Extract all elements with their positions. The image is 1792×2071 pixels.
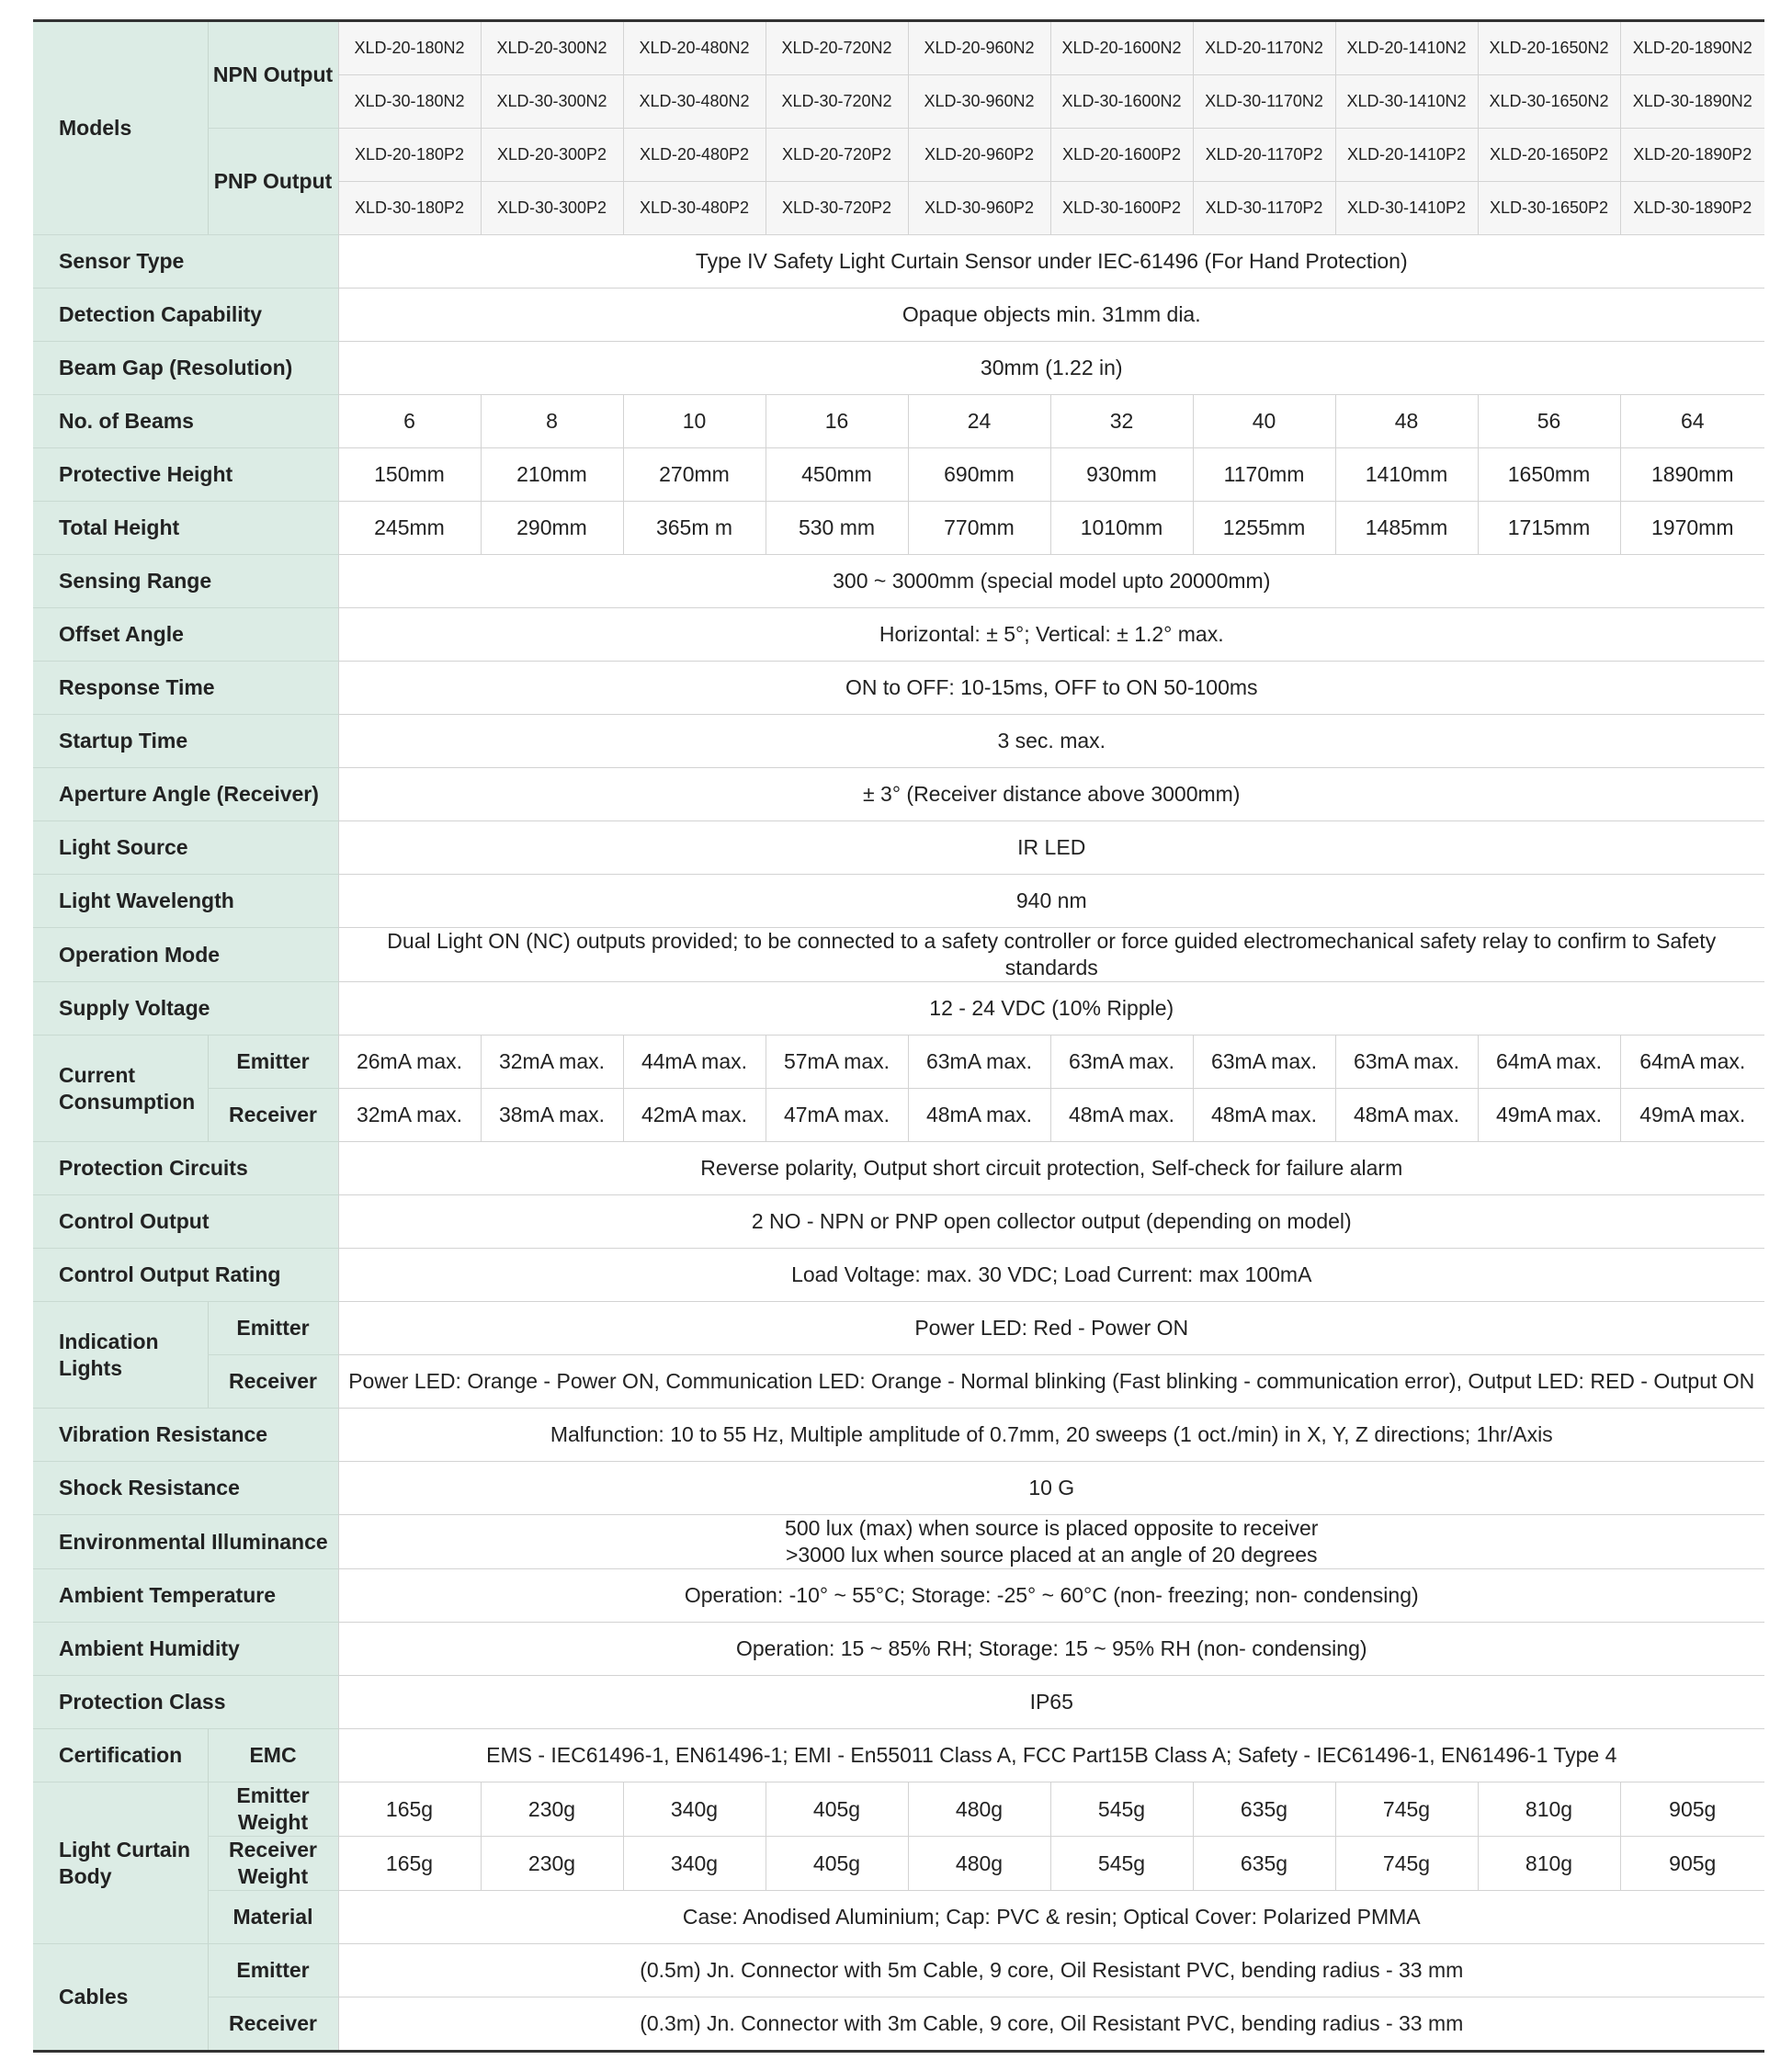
receiver-weight-cell: 905g	[1620, 1837, 1764, 1891]
value-offset-angle: Horizontal: ± 5°; Vertical: ± 1.2° max.	[338, 608, 1764, 662]
protective-height-cell: 1170mm	[1193, 448, 1335, 502]
row-models-pnp-20	[33, 129, 1764, 182]
current-receiver-cell: 32mA max.	[338, 1089, 481, 1142]
model-cell: XLD-20-720P2	[766, 129, 908, 182]
beams-cell: 64	[1620, 395, 1764, 448]
total-height-cell: 1485mm	[1335, 502, 1478, 555]
spec-table	[33, 19, 1764, 2053]
current-emitter-cell: 64mA max.	[1478, 1036, 1620, 1089]
current-receiver-cell: 47mA max.	[766, 1089, 908, 1142]
illuminance-line-1: 500 lux (max) when source is placed opposite to receiver	[785, 1516, 1319, 1540]
row-protective-height	[33, 448, 1764, 502]
protective-height-cell: 210mm	[481, 448, 623, 502]
emitter-weight-cell: 405g	[766, 1782, 908, 1837]
label-response-time: Response Time	[33, 662, 338, 715]
row-protection-circuits	[33, 1142, 1764, 1195]
label-protection-circuits: Protection Circuits	[33, 1142, 338, 1195]
emitter-weight-cell: 545g	[1050, 1782, 1193, 1837]
label-cable-emitter: Emitter	[208, 1944, 338, 1997]
current-receiver-cell: 48mA max.	[908, 1089, 1050, 1142]
emitter-weight-cell: 165g	[338, 1782, 481, 1837]
model-cell: XLD-20-180N2	[338, 21, 481, 75]
label-indication-receiver: Receiver	[208, 1355, 338, 1409]
model-cell: XLD-30-1410N2	[1335, 75, 1478, 129]
model-cell: XLD-30-720N2	[766, 75, 908, 129]
row-cable-emitter	[33, 1944, 1764, 1997]
beams-cell: 32	[1050, 395, 1193, 448]
receiver-weight-cell: 480g	[908, 1837, 1050, 1891]
label-sensing-range: Sensing Range	[33, 555, 338, 608]
model-cell: XLD-20-480N2	[623, 21, 766, 75]
current-receiver-cell: 49mA max.	[1478, 1089, 1620, 1142]
total-height-cell: 245mm	[338, 502, 481, 555]
label-models: Models	[33, 21, 208, 235]
value-protection-circuits: Reverse polarity, Output short circuit protection, Self-check for failure alarm	[338, 1142, 1764, 1195]
total-height-cell: 1715mm	[1478, 502, 1620, 555]
label-beam-gap: Beam Gap (Resolution)	[33, 342, 338, 395]
value-light-source: IR LED	[338, 821, 1764, 875]
model-cell: XLD-30-480P2	[623, 182, 766, 235]
value-supply-voltage: 12 - 24 VDC (10% Ripple)	[338, 982, 1764, 1036]
value-control-output-rating: Load Voltage: max. 30 VDC; Load Current: max 100mA	[338, 1249, 1764, 1302]
label-current-consumption: Current Consumption	[33, 1036, 208, 1142]
model-cell: XLD-30-1600N2	[1050, 75, 1193, 129]
beams-cell: 8	[481, 395, 623, 448]
label-operation-mode: Operation Mode	[33, 928, 338, 982]
label-light-curtain-body: Light Curtain Body	[33, 1782, 208, 1944]
illuminance-line-2: >3000 lux when source placed at an angle of 20 degrees	[785, 1543, 1318, 1567]
value-indication-receiver: Power LED: Orange - Power ON, Communication LED: Orange - Normal blinking (Fast blinking - communication error), Output LED: RED - Output ON	[338, 1355, 1764, 1409]
label-ambient-humidity: Ambient Humidity	[33, 1623, 338, 1676]
row-indication-receiver	[33, 1355, 1764, 1409]
current-emitter-cell: 26mA max.	[338, 1036, 481, 1089]
total-height-cell: 365m m	[623, 502, 766, 555]
protective-height-cell: 270mm	[623, 448, 766, 502]
emitter-weight-cell: 230g	[481, 1782, 623, 1837]
total-height-cell: 530 mm	[766, 502, 908, 555]
value-indication-emitter: Power LED: Red - Power ON	[338, 1302, 1764, 1355]
current-emitter-cell: 63mA max.	[1193, 1036, 1335, 1089]
model-cell: XLD-30-1650N2	[1478, 75, 1620, 129]
label-current-receiver: Receiver	[208, 1089, 338, 1142]
emitter-weight-cell: 480g	[908, 1782, 1050, 1837]
model-cell: XLD-30-300P2	[481, 182, 623, 235]
model-cell: XLD-30-1650P2	[1478, 182, 1620, 235]
row-current-receiver	[33, 1089, 1764, 1142]
model-cell: XLD-20-1170P2	[1193, 129, 1335, 182]
emitter-weight-cell: 635g	[1193, 1782, 1335, 1837]
model-cell: XLD-30-960P2	[908, 182, 1050, 235]
model-cell: XLD-20-1600N2	[1050, 21, 1193, 75]
label-offset-angle: Offset Angle	[33, 608, 338, 662]
row-beam-gap	[33, 342, 1764, 395]
row-models-npn-20	[33, 21, 1764, 75]
row-shock-resistance	[33, 1462, 1764, 1515]
current-receiver-cell: 48mA max.	[1050, 1089, 1193, 1142]
beams-cell: 6	[338, 395, 481, 448]
label-current-emitter: Emitter	[208, 1036, 338, 1089]
value-certification-emc: EMS - IEC61496-1, EN61496-1; EMI - En55011 Class A, FCC Part15B Class A; Safety - IEC61496-1, EN61496-1 Type 4	[338, 1729, 1764, 1782]
label-aperture-angle: Aperture Angle (Receiver)	[33, 768, 338, 821]
beams-cell: 48	[1335, 395, 1478, 448]
model-cell: XLD-20-1170N2	[1193, 21, 1335, 75]
label-pnp-output: PNP Output	[208, 129, 338, 235]
label-vibration-resistance: Vibration Resistance	[33, 1409, 338, 1462]
model-cell: XLD-20-960P2	[908, 129, 1050, 182]
label-emc: EMC	[208, 1729, 338, 1782]
model-cell: XLD-30-300N2	[481, 75, 623, 129]
row-current-emitter	[33, 1036, 1764, 1089]
label-material: Material	[208, 1891, 338, 1944]
row-total-height	[33, 502, 1764, 555]
total-height-cell: 1255mm	[1193, 502, 1335, 555]
label-environmental-illuminance: Environmental Illuminance	[33, 1515, 338, 1569]
beams-cell: 40	[1193, 395, 1335, 448]
label-indication-emitter: Emitter	[208, 1302, 338, 1355]
row-aperture-angle	[33, 768, 1764, 821]
value-vibration-resistance: Malfunction: 10 to 55 Hz, Multiple amplitude of 0.7mm, 20 sweeps (1 oct./min) in X, Y, Z directions; 1hr/Axis	[338, 1409, 1764, 1462]
value-beam-gap: 30mm (1.22 in)	[338, 342, 1764, 395]
emitter-weight-cell: 905g	[1620, 1782, 1764, 1837]
receiver-weight-cell: 230g	[481, 1837, 623, 1891]
model-cell: XLD-30-1170P2	[1193, 182, 1335, 235]
receiver-weight-cell: 165g	[338, 1837, 481, 1891]
row-offset-angle	[33, 608, 1764, 662]
row-no-of-beams	[33, 395, 1764, 448]
receiver-weight-cell: 545g	[1050, 1837, 1193, 1891]
receiver-weight-cell: 340g	[623, 1837, 766, 1891]
model-cell: XLD-30-720P2	[766, 182, 908, 235]
value-light-wavelength: 940 nm	[338, 875, 1764, 928]
row-emitter-weight	[33, 1782, 1764, 1837]
current-emitter-cell: 44mA max.	[623, 1036, 766, 1089]
model-cell: XLD-20-300P2	[481, 129, 623, 182]
model-cell: XLD-30-180N2	[338, 75, 481, 129]
label-emitter-weight: Emitter Weight	[208, 1782, 338, 1837]
row-response-time	[33, 662, 1764, 715]
row-receiver-weight	[33, 1837, 1764, 1891]
row-indication-emitter	[33, 1302, 1764, 1355]
row-operation-mode	[33, 928, 1764, 982]
beams-cell: 24	[908, 395, 1050, 448]
value-control-output: 2 NO - NPN or PNP open collector output (depending on model)	[338, 1195, 1764, 1249]
label-no-of-beams: No. of Beams	[33, 395, 338, 448]
model-cell: XLD-20-480P2	[623, 129, 766, 182]
receiver-weight-cell: 745g	[1335, 1837, 1478, 1891]
current-emitter-cell: 63mA max.	[1335, 1036, 1478, 1089]
protective-height-cell: 1890mm	[1620, 448, 1764, 502]
row-ambient-humidity	[33, 1623, 1764, 1676]
value-operation-mode: Dual Light ON (NC) outputs provided; to be connected to a safety controller or force guided electromechanical safety relay to confirm to Safety standards	[338, 928, 1764, 982]
total-height-cell: 1970mm	[1620, 502, 1764, 555]
current-receiver-cell: 38mA max.	[481, 1089, 623, 1142]
current-emitter-cell: 63mA max.	[908, 1036, 1050, 1089]
value-protection-class: IP65	[338, 1676, 1764, 1729]
row-cable-receiver	[33, 1997, 1764, 2052]
model-cell: XLD-20-300N2	[481, 21, 623, 75]
label-ambient-temperature: Ambient Temperature	[33, 1569, 338, 1623]
protective-height-cell: 1650mm	[1478, 448, 1620, 502]
row-supply-voltage	[33, 982, 1764, 1036]
model-cell: XLD-30-960N2	[908, 75, 1050, 129]
model-cell: XLD-30-180P2	[338, 182, 481, 235]
row-control-output-rating	[33, 1249, 1764, 1302]
label-control-output: Control Output	[33, 1195, 338, 1249]
row-certification	[33, 1729, 1764, 1782]
protective-height-cell: 690mm	[908, 448, 1050, 502]
row-protection-class	[33, 1676, 1764, 1729]
label-control-output-rating: Control Output Rating	[33, 1249, 338, 1302]
model-cell: XLD-20-1600P2	[1050, 129, 1193, 182]
model-cell: XLD-30-480N2	[623, 75, 766, 129]
model-cell: XLD-20-1410N2	[1335, 21, 1478, 75]
current-emitter-cell: 63mA max.	[1050, 1036, 1193, 1089]
value-material: Case: Anodised Aluminium; Cap: PVC & resin; Optical Cover: Polarized PMMA	[338, 1891, 1764, 1944]
model-cell: XLD-20-960N2	[908, 21, 1050, 75]
current-receiver-cell: 48mA max.	[1335, 1089, 1478, 1142]
model-cell: XLD-30-1600P2	[1050, 182, 1193, 235]
label-light-wavelength: Light Wavelength	[33, 875, 338, 928]
model-cell: XLD-30-1890N2	[1620, 75, 1764, 129]
label-npn-output: NPN Output	[208, 21, 338, 129]
row-ambient-temperature	[33, 1569, 1764, 1623]
model-cell: XLD-30-1410P2	[1335, 182, 1478, 235]
current-emitter-cell: 57mA max.	[766, 1036, 908, 1089]
model-cell: XLD-20-1890P2	[1620, 129, 1764, 182]
current-emitter-cell: 64mA max.	[1620, 1036, 1764, 1089]
receiver-weight-cell: 405g	[766, 1837, 908, 1891]
row-vibration-resistance	[33, 1409, 1764, 1462]
label-light-source: Light Source	[33, 821, 338, 875]
total-height-cell: 290mm	[481, 502, 623, 555]
row-startup-time	[33, 715, 1764, 768]
label-supply-voltage: Supply Voltage	[33, 982, 338, 1036]
model-cell: XLD-30-1890P2	[1620, 182, 1764, 235]
beams-cell: 56	[1478, 395, 1620, 448]
value-cable-receiver: (0.3m) Jn. Connector with 3m Cable, 9 core, Oil Resistant PVC, bending radius - 33 mm	[338, 1997, 1764, 2052]
row-control-output	[33, 1195, 1764, 1249]
row-light-source	[33, 821, 1764, 875]
protective-height-cell: 450mm	[766, 448, 908, 502]
label-detection-capability: Detection Capability	[33, 289, 338, 342]
value-aperture-angle: ± 3° (Receiver distance above 3000mm)	[338, 768, 1764, 821]
model-cell: XLD-20-1410P2	[1335, 129, 1478, 182]
protective-height-cell: 930mm	[1050, 448, 1193, 502]
value-cable-emitter: (0.5m) Jn. Connector with 5m Cable, 9 core, Oil Resistant PVC, bending radius - 33 mm	[338, 1944, 1764, 1997]
emitter-weight-cell: 810g	[1478, 1782, 1620, 1837]
value-ambient-temperature: Operation: -10° ~ 55°C; Storage: -25° ~ 60°C (non- freezing; non- condensing)	[338, 1569, 1764, 1623]
total-height-cell: 1010mm	[1050, 502, 1193, 555]
label-shock-resistance: Shock Resistance	[33, 1462, 338, 1515]
label-cable-receiver: Receiver	[208, 1997, 338, 2052]
value-environmental-illuminance	[338, 1515, 1764, 1569]
model-cell: XLD-20-1650N2	[1478, 21, 1620, 75]
value-sensor-type: Type IV Safety Light Curtain Sensor under IEC-61496 (For Hand Protection)	[338, 235, 1764, 289]
row-material	[33, 1891, 1764, 1944]
row-sensor-type	[33, 235, 1764, 289]
protective-height-cell: 1410mm	[1335, 448, 1478, 502]
row-environmental-illuminance	[33, 1515, 1764, 1569]
model-cell: XLD-20-720N2	[766, 21, 908, 75]
label-protection-class: Protection Class	[33, 1676, 338, 1729]
label-sensor-type: Sensor Type	[33, 235, 338, 289]
label-cables: Cables	[33, 1944, 208, 2052]
current-receiver-cell: 48mA max.	[1193, 1089, 1335, 1142]
label-startup-time: Startup Time	[33, 715, 338, 768]
emitter-weight-cell: 745g	[1335, 1782, 1478, 1837]
value-detection-capability: Opaque objects min. 31mm dia.	[338, 289, 1764, 342]
value-response-time: ON to OFF: 10-15ms, OFF to ON 50-100ms	[338, 662, 1764, 715]
beams-cell: 10	[623, 395, 766, 448]
label-total-height: Total Height	[33, 502, 338, 555]
current-receiver-cell: 49mA max.	[1620, 1089, 1764, 1142]
model-cell: XLD-30-1170N2	[1193, 75, 1335, 129]
value-shock-resistance: 10 G	[338, 1462, 1764, 1515]
receiver-weight-cell: 635g	[1193, 1837, 1335, 1891]
protective-height-cell: 150mm	[338, 448, 481, 502]
total-height-cell: 770mm	[908, 502, 1050, 555]
emitter-weight-cell: 340g	[623, 1782, 766, 1837]
row-light-wavelength	[33, 875, 1764, 928]
label-protective-height: Protective Height	[33, 448, 338, 502]
label-receiver-weight: Receiver Weight	[208, 1837, 338, 1891]
current-receiver-cell: 42mA max.	[623, 1089, 766, 1142]
label-certification: Certification	[33, 1729, 208, 1782]
value-sensing-range: 300 ~ 3000mm (special model upto 20000mm)	[338, 555, 1764, 608]
model-cell: XLD-20-1650P2	[1478, 129, 1620, 182]
value-startup-time: 3 sec. max.	[338, 715, 1764, 768]
model-cell: XLD-20-1890N2	[1620, 21, 1764, 75]
label-indication-lights: Indication Lights	[33, 1302, 208, 1409]
receiver-weight-cell: 810g	[1478, 1837, 1620, 1891]
row-sensing-range	[33, 555, 1764, 608]
value-ambient-humidity: Operation: 15 ~ 85% RH; Storage: 15 ~ 95% RH (non- condensing)	[338, 1623, 1764, 1676]
row-detection-capability	[33, 289, 1764, 342]
beams-cell: 16	[766, 395, 908, 448]
model-cell: XLD-20-180P2	[338, 129, 481, 182]
current-emitter-cell: 32mA max.	[481, 1036, 623, 1089]
